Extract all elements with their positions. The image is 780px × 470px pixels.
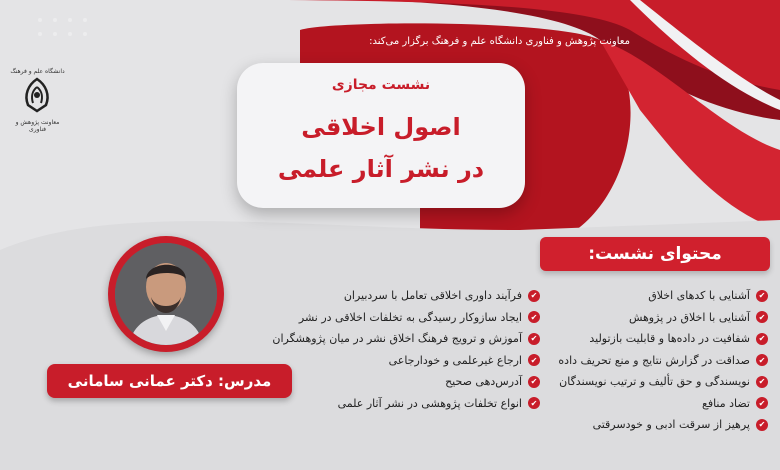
title-card [237, 63, 525, 208]
check-icon: ✔ [528, 397, 540, 409]
intro-text: معاونت پژوهش و فناوری دانشگاه علم و فرهنگ برگزار می‌کند: [369, 36, 630, 47]
check-icon: ✔ [528, 354, 540, 366]
list-item: ✔ ارجاع غیرعلمی و خودارجاعی [250, 350, 540, 372]
list-item: ✔ فرآیند داوری اخلاقی تعامل با سردبیران [250, 285, 540, 307]
check-icon: ✔ [756, 354, 768, 366]
university-emblem-icon [10, 75, 65, 115]
list-item: ✔ پرهیز از سرقت ادبی و خودسرقتی [556, 414, 768, 436]
event-subtitle: نشست مجازی [331, 77, 431, 93]
check-icon: ✔ [756, 376, 768, 388]
list-item: ✔ آشنایی با اخلاق در پژوهش [556, 307, 768, 329]
check-icon: ✔ [528, 311, 540, 323]
content-section-title: محتوای نشست: [540, 237, 770, 271]
list-item: ✔ تضاد منافع [556, 393, 768, 415]
list-item: ✔ انواع تخلفات پژوهشی در نشر آثار علمی [250, 393, 540, 415]
list-item: ✔ آشنایی با کدهای اخلاق [556, 285, 768, 307]
logo-caption-bottom: معاونت پژوهش و فناوری [15, 119, 60, 133]
content-list-left [250, 285, 540, 414]
event-title-line2: در نشر آثار علمی [277, 155, 485, 183]
check-icon: ✔ [528, 376, 540, 388]
speaker-name-badge: مدرس: دکتر عمانی سامانی [47, 364, 292, 398]
event-title-line1: اصول اخلاقی [301, 113, 461, 141]
list-item: ✔ شفافیت در داده‌ها و قابلیت بازتولید [556, 328, 768, 350]
check-icon: ✔ [528, 290, 540, 302]
check-icon: ✔ [528, 333, 540, 345]
university-logo [10, 68, 65, 138]
list-item: ✔ صداقت در گزارش نتایج و منع تحریف داده [556, 350, 768, 372]
speaker-photo-frame [108, 236, 224, 352]
check-icon: ✔ [756, 397, 768, 409]
logo-caption-top: دانشگاه علم و فرهنگ [10, 68, 65, 75]
speaker-photo [115, 243, 217, 345]
list-item: ✔ نویسندگی و حق تألیف و ترتیب نویسندگان [556, 371, 768, 393]
content-list-right [556, 285, 768, 436]
list-item: ✔ آموزش و ترویج فرهنگ اخلاق نشر در میان پژوهشگران [250, 328, 540, 350]
check-icon: ✔ [756, 290, 768, 302]
check-icon: ✔ [756, 419, 768, 431]
list-item: ✔ ایجاد سازوکار رسیدگی به تخلفات اخلاقی در نشر [250, 307, 540, 329]
check-icon: ✔ [756, 333, 768, 345]
speaker-portrait-icon [115, 243, 217, 345]
list-item: ✔ آدرس‌دهی صحیح [250, 371, 540, 393]
check-icon: ✔ [756, 311, 768, 323]
